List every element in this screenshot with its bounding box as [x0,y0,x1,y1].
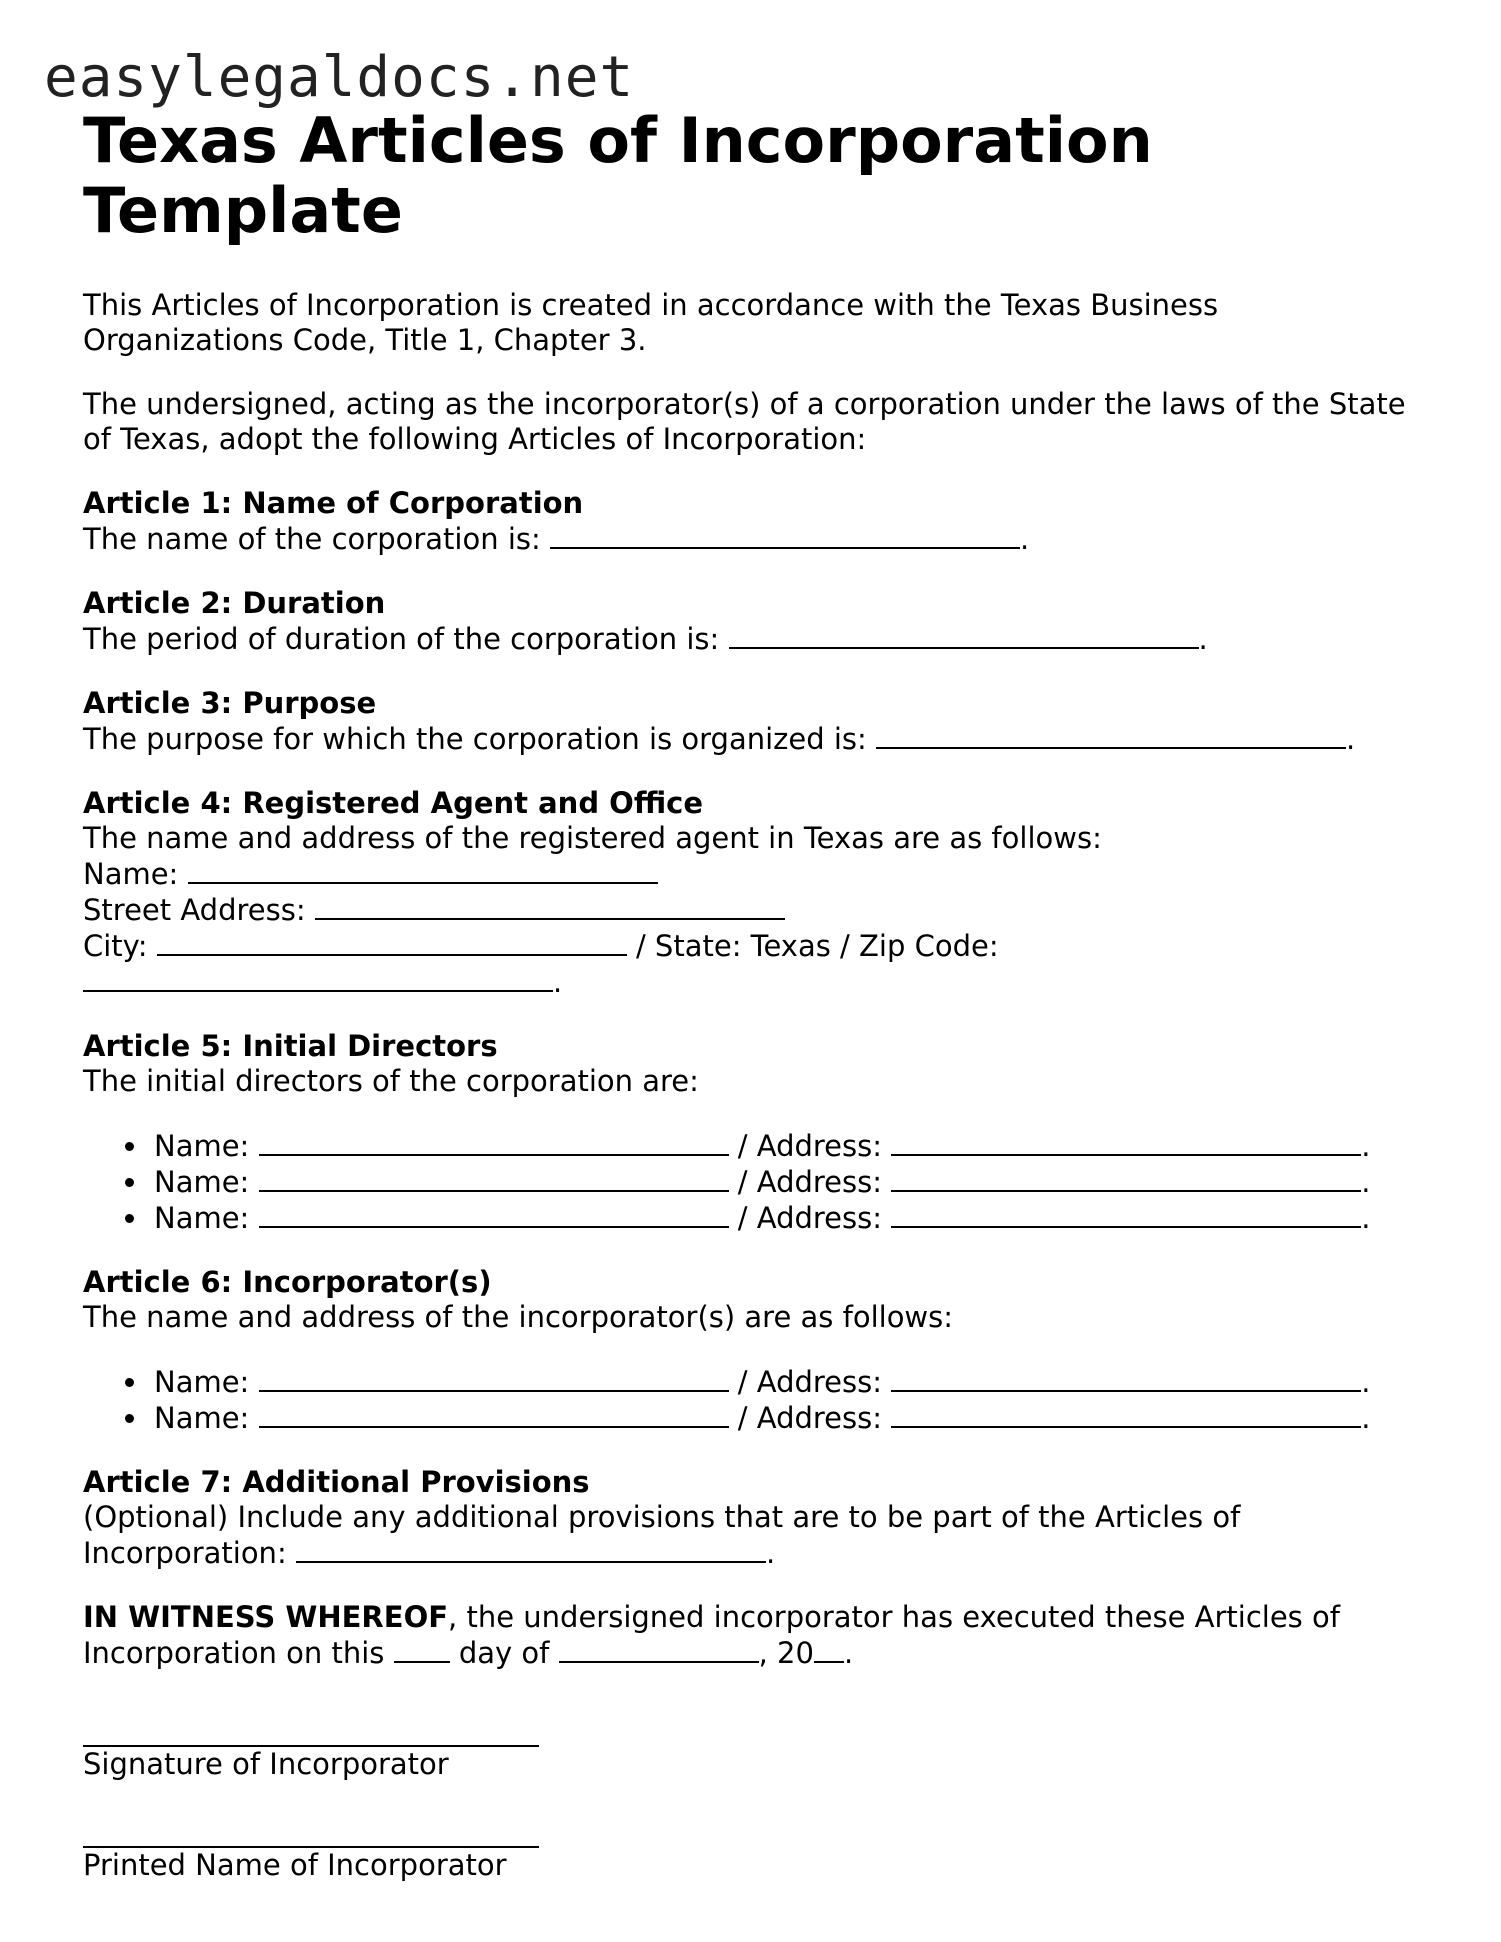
period: . [843,1636,854,1670]
article-3-label: The purpose for which the corporation is organized is: [83,722,867,756]
incorporator-address-label: / Address: [737,1365,883,1399]
article-3 [83,686,1423,757]
article-4-heading: Article 4: Registered Agent and Office [83,786,704,820]
witness-text-a: , the undersigned incorporator has executed these Articles of Incorporation on this [83,1600,1340,1670]
printed-name-label: Printed Name of Incorporator [83,1848,507,1882]
article-6-heading: Article 6: Incorporator(s) [83,1265,492,1299]
agent-street-line [83,892,1423,928]
printed-name-line[interactable] [83,1818,539,1848]
period: . [1361,1201,1371,1235]
period: . [1361,1165,1371,1199]
director-address-label: / Address: [737,1129,883,1163]
signature-block [83,1717,1423,1883]
period: . [553,965,563,999]
bullet-icon [125,1178,134,1187]
intro-paragraph-2: The undersigned, acting as the incorporator(s) of a corporation under the laws of the State of Texas, adopt the following Articles of Incorporation: [83,387,1406,456]
incorporator-address-blank[interactable] [891,1400,1361,1428]
article-5-text: The initial directors of the corporation are: [83,1064,699,1098]
agent-street-blank[interactable] [315,892,785,920]
agent-city-line [83,928,1423,964]
article-2-heading: Article 2: Duration [83,586,386,620]
period: . [1346,722,1356,756]
article-7-label: (Optional) Include any additional provisions that are to be part of the Articles of Incorporation: [83,1500,1241,1570]
article-3-heading: Article 3: Purpose [83,686,377,720]
agent-name-label: Name: [83,857,179,891]
director-address-label: / Address: [737,1165,883,1199]
agent-zip-blank[interactable] [83,964,553,992]
incorporator-address-label: / Address: [737,1401,883,1435]
additional-provisions-blank[interactable] [296,1535,766,1563]
period: . [1361,1401,1371,1435]
article-2-text [83,621,1423,657]
agent-zip-line [83,964,1423,1000]
director-name-label: Name: [154,1201,250,1235]
period: . [765,1536,776,1570]
period: . [1198,622,1208,656]
incorporators-list [83,1364,1423,1436]
director-name-blank[interactable] [259,1200,729,1228]
directors-list [83,1128,1423,1236]
agent-name-line [83,856,1423,892]
article-5-heading: Article 5: Initial Directors [83,1029,498,1063]
bullet-icon [125,1378,134,1387]
director-name-label: Name: [154,1165,250,1199]
agent-street-label: Street Address: [83,893,306,927]
list-item [83,1200,1423,1236]
list-item [83,1364,1423,1400]
list-item [83,1128,1423,1164]
director-name-blank[interactable] [259,1128,729,1156]
article-5 [83,1029,1423,1236]
witness-bold: IN WITNESS WHEREOF [83,1600,449,1634]
intro-paragraph-1: This Articles of Incorporation is created in accordance with the Texas Business Organizations Code, Title 1, Chapter 3. [83,288,1219,357]
article-2 [83,586,1423,657]
witness-text-c: , 20 [758,1636,814,1670]
period: . [1361,1365,1371,1399]
signature-label: Signature of Incorporator [83,1747,449,1781]
witness-clause [83,1600,1423,1671]
article-2-label: The period of duration of the corporation is: [83,622,720,656]
period: . [1019,522,1030,556]
month-blank[interactable] [559,1635,759,1663]
bullet-icon [125,1414,134,1423]
director-name-blank[interactable] [259,1164,729,1192]
article-1-heading: Article 1: Name of Corporation [83,486,584,520]
document-title: Texas Articles of Incorporation Template [83,104,1153,247]
article-6 [83,1265,1423,1436]
article-7 [83,1465,1423,1571]
director-name-label: Name: [154,1129,250,1163]
director-address-label: / Address: [737,1201,883,1235]
article-1-label: The name of the corporation is: [83,522,541,556]
director-address-blank[interactable] [891,1128,1361,1156]
incorporator-address-blank[interactable] [891,1364,1361,1392]
period: . [1361,1129,1371,1163]
article-7-heading: Article 7: Additional Provisions [83,1465,590,1499]
director-address-blank[interactable] [891,1164,1361,1192]
purpose-blank[interactable] [876,721,1346,749]
signature-line[interactable] [83,1717,539,1747]
article-6-text: The name and address of the incorporator(s) are as follows: [83,1300,954,1334]
watermark-logo: easylegaldocs.net [44,45,635,110]
bullet-icon [125,1214,134,1223]
incorporator-name-blank[interactable] [259,1400,729,1428]
witness-text-b: day of [458,1636,550,1670]
agent-city-blank[interactable] [157,928,627,956]
article-7-text [83,1500,1423,1571]
list-item [83,1164,1423,1200]
document-body [83,106,1423,1883]
bullet-icon [125,1142,134,1151]
article-1-text [83,521,1423,557]
duration-blank[interactable] [729,621,1199,649]
director-address-blank[interactable] [891,1200,1361,1228]
incorporator-name-label: Name: [154,1365,250,1399]
agent-name-blank[interactable] [188,856,658,884]
incorporator-name-label: Name: [154,1401,250,1435]
agent-city-label: City: [83,929,148,963]
witness-text [83,1600,1423,1671]
agent-state-zip-label: / State: Texas / Zip Code: [635,929,999,963]
corporation-name-blank[interactable] [550,521,1020,549]
article-3-text [83,721,1423,757]
article-4 [83,786,1423,1000]
year-blank[interactable] [814,1635,844,1663]
list-item [83,1400,1423,1436]
article-4-text: The name and address of the registered agent in Texas are as follows: [83,821,1102,855]
article-1 [83,486,1423,557]
day-blank[interactable] [394,1635,450,1663]
incorporator-name-blank[interactable] [259,1364,729,1392]
